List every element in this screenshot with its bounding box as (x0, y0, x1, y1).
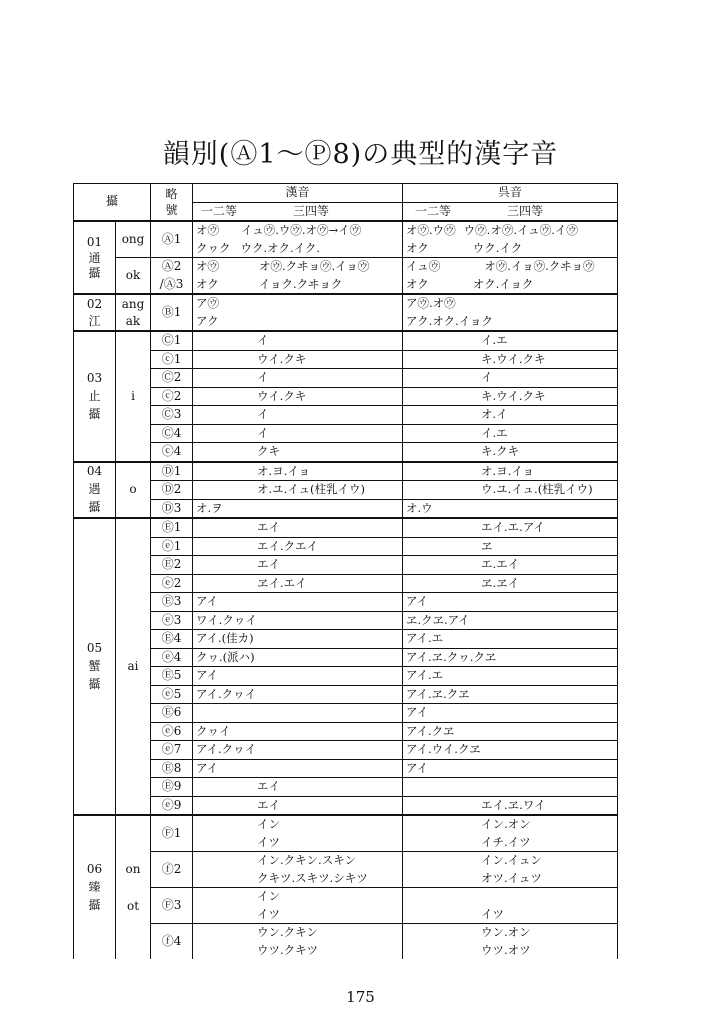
goon-grade12: 一二等 (415, 203, 452, 218)
group-label-01: 01 通攝 (74, 221, 116, 294)
page-number: 175 (346, 988, 375, 1006)
kanon-cell: オ.ユ.イュ(柱乳イウ) (193, 481, 403, 500)
goon-cell: キ.ウイ.クキ (403, 350, 618, 369)
kanon-cell: ワイ.クヮイ (193, 611, 403, 630)
table-row (74, 258, 618, 295)
goon-cell: アイ (403, 704, 618, 723)
kanon-cell: オ.ヨ.イョ (193, 462, 403, 481)
kanon-cell: アイ.クヮイ (193, 685, 403, 704)
rhyme-code: Ⓓ2 (151, 481, 193, 500)
goon-cell: アイ.ヱ.クヮ.クヱ (403, 648, 618, 667)
goon-cell: ウ.ユ.イュ.(柱乳イウ) (403, 481, 618, 500)
table-row (74, 722, 618, 741)
group-label-05: 05 蟹攝 (74, 518, 116, 815)
kanon-cell: ウイ.クキ (193, 350, 403, 369)
goon-cell: オ.イ (403, 406, 618, 425)
table-row (74, 424, 618, 443)
rhyme-code: ⓔ3 (151, 611, 193, 630)
rhyme-label: i (116, 331, 151, 462)
goon-cell: オ.ヨ.イョ (403, 462, 618, 481)
rhyme-code: ⓒ4 (151, 443, 193, 462)
table-row (74, 741, 618, 760)
kanon-cell: イ (193, 424, 403, 443)
kanon-cell: エイ (193, 518, 403, 537)
rhyme-code: Ⓐ2 /Ⓐ3 (151, 258, 193, 295)
kanon-cell: エイ (193, 778, 403, 797)
page-title: 韻別(Ⓐ1～Ⓟ8)の典型的漢字音 (162, 139, 559, 170)
table-row (74, 648, 618, 667)
rhyme-code: ⓔ7 (151, 741, 193, 760)
table-row (74, 406, 618, 425)
goon-cell: エイ.エ.アイ (403, 518, 618, 537)
table-row (74, 537, 618, 556)
rhyme-code: Ⓒ3 (151, 406, 193, 425)
kanon-cell: イン.クキン.スキン クキツ.スキツ.シキツ (193, 852, 403, 888)
rhyme-label: ai (116, 518, 151, 815)
table-row (74, 815, 618, 852)
group-label-02: 02 江 (74, 294, 116, 331)
table-row (74, 796, 618, 815)
kanon-cell: ヱイ.エイ (193, 574, 403, 593)
rhyme-code: ⓕ4 (151, 924, 193, 960)
rhyme-code: Ⓒ1 (151, 331, 193, 350)
goon-cell: イ.エ (403, 424, 618, 443)
kanon-cell: イ (193, 331, 403, 350)
kanon-cell: クヮ.(派ハ) (193, 648, 403, 667)
kanon-cell: エイ.クエイ (193, 537, 403, 556)
goon-cell: オ.ウ (403, 499, 618, 518)
kanon-cell: エイ (193, 556, 403, 575)
table-row (74, 518, 618, 537)
goon-grade34: 三四等 (507, 203, 544, 218)
goon-cell: キ.ウイ.クキ (403, 387, 618, 406)
goon-cell: イュ㋒ オ㋒.イョ㋒.クヰョ㋒ オク オク.イョク (403, 258, 618, 295)
rhyme-code: ⓔ1 (151, 537, 193, 556)
rhyme-code: Ⓕ3 (151, 888, 193, 924)
rhyme-code: ⓕ2 (151, 852, 193, 888)
rhyme-code: Ⓔ9 (151, 778, 193, 797)
kanon-cell: オ.ヲ (193, 499, 403, 518)
kanon-cell: アイ (193, 759, 403, 778)
goon-cell: イン.イュン オツ.イュツ (403, 852, 618, 888)
kanon-cell: イン イツ (193, 888, 403, 924)
rhyme-code: Ⓑ1 (151, 294, 193, 331)
goon-cell: ヱ.ヱイ (403, 574, 618, 593)
header-abbrev: 略號 (151, 184, 193, 222)
goon-cell: キ.クキ (403, 443, 618, 462)
goon-cell: アイ (403, 593, 618, 612)
kanji-sound-table (73, 183, 618, 959)
goon-cell: イツ (403, 888, 618, 924)
goon-cell: イ (403, 369, 618, 388)
goon-cell: ヱ (403, 537, 618, 556)
kanon-grade12: 一二等 (201, 203, 238, 218)
kanon-grade34: 三四等 (293, 203, 330, 218)
table-row (74, 630, 618, 649)
goon-cell: アイ.ウイ.クヱ (403, 741, 618, 760)
rhyme-code: Ⓓ1 (151, 462, 193, 481)
goon-cell (403, 778, 618, 797)
kanon-cell: クヮイ (193, 722, 403, 741)
rhyme-code: Ⓔ5 (151, 667, 193, 686)
kanon-cell: ウイ.クキ (193, 387, 403, 406)
header-row (74, 184, 618, 203)
kanon-cell: ウン.クキン ウツ.クキツ (193, 924, 403, 960)
table-row (74, 387, 618, 406)
table-row (74, 704, 618, 723)
goon-cell: イ.エ (403, 331, 618, 350)
table-row (74, 331, 618, 350)
group-label-03: 03 止攝 (74, 331, 116, 462)
table-row (74, 369, 618, 388)
table-row (74, 593, 618, 612)
goon-cell: エイ.ヱ.ワイ (403, 796, 618, 815)
goon-cell: アイ.エ (403, 630, 618, 649)
rhyme-code: Ⓕ1 (151, 815, 193, 852)
rhyme-code: Ⓔ6 (151, 704, 193, 723)
rhyme-code: ⓔ4 (151, 648, 193, 667)
table-row (74, 462, 618, 481)
kanon-cell: オ㋒ イュ㋒.ウ㋒.オ㋒→イ㋒ クヮク ウク.オク.イク. (193, 221, 403, 258)
rhyme-code: ⓒ2 (151, 387, 193, 406)
goon-cell: エ.エイ (403, 556, 618, 575)
table-row (74, 481, 618, 500)
rhyme-code: Ⓔ1 (151, 518, 193, 537)
kanon-cell: ア㋒ アク (193, 294, 403, 331)
table-row (74, 924, 618, 960)
rhyme-code: Ⓒ4 (151, 424, 193, 443)
group-label-04: 04 遇攝 (74, 462, 116, 519)
goon-cell: アイ (403, 759, 618, 778)
header-she: 攝 (74, 184, 151, 222)
goon-cell: ヱ.クヱ.アイ (403, 611, 618, 630)
kanon-cell: クキ (193, 443, 403, 462)
rhyme-code: ⓒ1 (151, 350, 193, 369)
kanon-cell: イ (193, 406, 403, 425)
rhyme-code: Ⓔ3 (151, 593, 193, 612)
rhyme-code: ⓔ5 (151, 685, 193, 704)
kanon-cell: エイ (193, 796, 403, 815)
goon-cell: ア㋒.オ㋒ アク.オク.イョク (403, 294, 618, 331)
table-row (74, 888, 618, 924)
rhyme-code: ⓔ9 (151, 796, 193, 815)
rhyme-code: Ⓓ3 (151, 499, 193, 518)
rhyme-label: on ot (116, 815, 151, 959)
kanon-cell: オ㋒ オ㋒.クヰョ㋒.イョ㋒ オク イョク.クヰョク (193, 258, 403, 295)
kanon-cell: アイ (193, 593, 403, 612)
goon-cell: アイ.ヱ.クヱ (403, 685, 618, 704)
table-row (74, 759, 618, 778)
kanon-cell: アイ.(佳カ) (193, 630, 403, 649)
table-row (74, 778, 618, 797)
rhyme-code: ⓔ6 (151, 722, 193, 741)
header-goon: 呉音 (403, 184, 618, 203)
table-row (74, 611, 618, 630)
table-row (74, 556, 618, 575)
group-label-06: 06 臻攝 (74, 815, 116, 959)
table-row (74, 667, 618, 686)
rhyme-code: Ⓐ1 (151, 221, 193, 258)
rhyme-label: ong (116, 221, 151, 258)
rhyme-code: Ⓔ2 (151, 556, 193, 575)
goon-cell: イン.オン イチ.イツ (403, 815, 618, 852)
table-row (74, 350, 618, 369)
table-row (74, 685, 618, 704)
goon-cell: アイ.クヱ (403, 722, 618, 741)
rhyme-code: ⓔ2 (151, 574, 193, 593)
rhyme-code: Ⓔ4 (151, 630, 193, 649)
rhyme-label: ok (116, 258, 151, 295)
goon-cell: オ㋒.ウ㋒ ウ㋒.オ㋒.イュ㋒.イ㋒ オク ウク.イク (403, 221, 618, 258)
rhyme-label: ang ak (116, 294, 151, 331)
table-row (74, 499, 618, 518)
goon-cell: アイ.エ (403, 667, 618, 686)
table-row (74, 221, 618, 258)
kanon-cell: イン イツ (193, 815, 403, 852)
kanon-cell (193, 704, 403, 723)
rhyme-label: o (116, 462, 151, 519)
kanon-cell: アイ.クヮイ (193, 741, 403, 760)
goon-cell: ウン.オン ウツ.オツ (403, 924, 618, 960)
table-row (74, 443, 618, 462)
kanon-cell: イ (193, 369, 403, 388)
header-kanon: 漢音 (193, 184, 403, 203)
table-row (74, 852, 618, 888)
kanon-cell: アイ (193, 667, 403, 686)
rhyme-code: Ⓔ8 (151, 759, 193, 778)
table-row (74, 574, 618, 593)
table-row (74, 294, 618, 331)
rhyme-code: Ⓒ2 (151, 369, 193, 388)
